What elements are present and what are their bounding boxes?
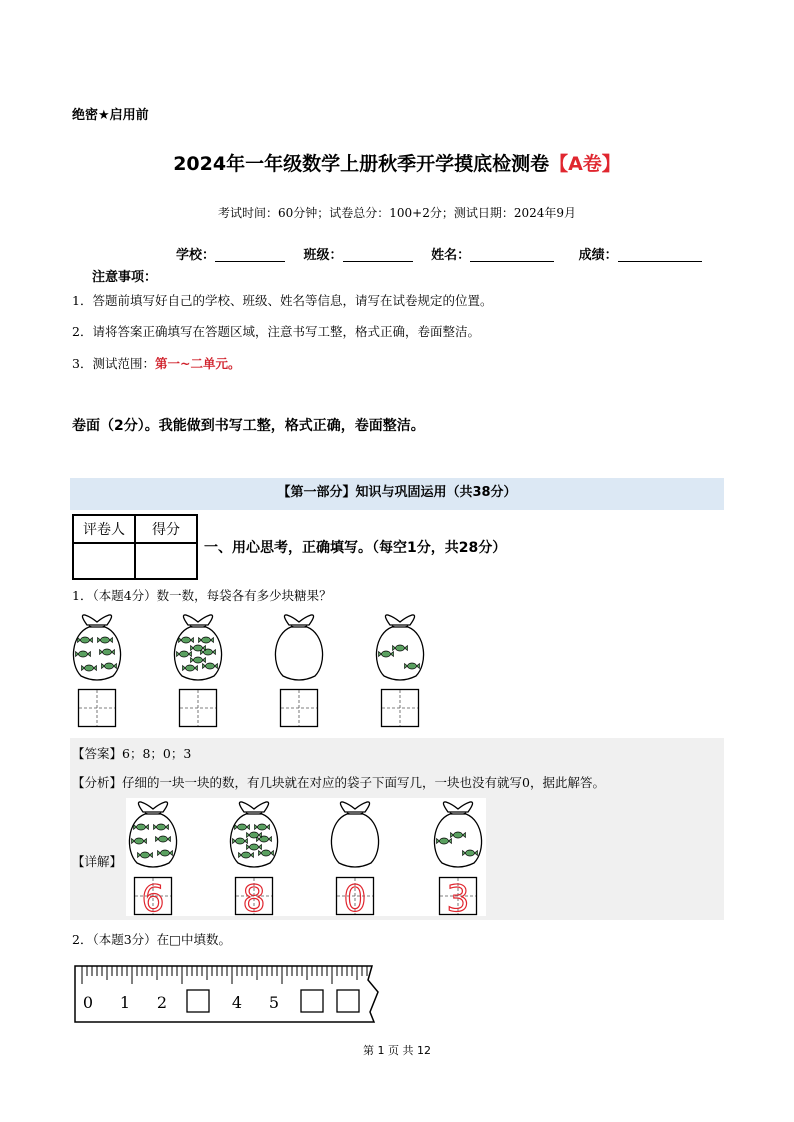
candy-bag <box>224 799 284 871</box>
candy-bag <box>67 612 127 684</box>
candy-bag <box>325 799 385 871</box>
q1-detail-label: 【详解】 <box>72 854 123 869</box>
candy-bag <box>168 612 228 684</box>
candy-bag <box>370 612 430 684</box>
answer-digit: 8 <box>242 878 266 920</box>
class-field[interactable]: 班级： <box>304 244 413 263</box>
tidiness-note: 卷面（2分）。我能做到书写工整，格式正确，卷面整洁。 <box>72 418 425 434</box>
answer-box[interactable] <box>78 689 116 727</box>
page-number: 1 <box>377 1044 385 1057</box>
section1-heading: 一、用心思考，正确填写。（每空1分，共28分） <box>204 540 507 556</box>
notice-heading: 注意事项： <box>92 270 158 285</box>
test-range: 第一~二单元。 <box>154 356 241 371</box>
page-title <box>0 149 794 176</box>
answer-box[interactable] <box>381 689 419 727</box>
answer-box <box>134 877 172 920</box>
q1-answer: 【答案】6；8；0；3 <box>72 746 192 761</box>
ruler-label: 5 <box>268 993 280 1012</box>
name-field[interactable]: 姓名： <box>431 244 554 263</box>
candy-bag <box>269 612 329 684</box>
candy-bag <box>428 799 488 871</box>
total-pages: 12 <box>417 1044 431 1057</box>
notice-item-1: 1．答题前填写好自己的学校、班级、姓名等信息，请写在试卷规定的位置。 <box>72 293 493 308</box>
answer-digit: 3 <box>446 878 470 920</box>
answer-box[interactable] <box>280 689 318 727</box>
answer-box <box>336 877 374 920</box>
fill-in-box[interactable] <box>337 990 359 1012</box>
grade-field[interactable]: 成绩： <box>579 244 702 263</box>
fill-in-box[interactable] <box>187 990 209 1012</box>
answer-box[interactable] <box>179 689 217 727</box>
grader-cell[interactable] <box>73 543 135 579</box>
title-main: 2024年一年级数学上册秋季开学摸底检测卷 <box>173 153 550 175</box>
title-tag: 【A卷】 <box>549 153 621 175</box>
score-header: 得分 <box>135 515 197 543</box>
q1-analysis: 【分析】仔细的一块一块的数，有几块就在对应的袋子下面写几，一块也没有就写0，据此解答。 <box>72 775 605 790</box>
answer-box <box>439 877 477 920</box>
ruler-label: 0 <box>82 993 94 1012</box>
answer-digit: 6 <box>141 878 165 920</box>
notice-item-3: 3．测试范围：第一~二单元。 <box>72 356 241 371</box>
ruler <box>74 962 384 1026</box>
score-table <box>72 514 198 580</box>
candy-bag <box>123 799 183 871</box>
q2-text: 2．（本题3分）在□中填数。 <box>72 932 231 947</box>
page-footer: 第 1 页 共 12 <box>363 1044 431 1057</box>
fill-in-box[interactable] <box>301 990 323 1012</box>
ruler-label: 2 <box>156 993 168 1012</box>
info-fields <box>176 244 702 263</box>
ruler-label: 4 <box>231 993 243 1012</box>
notice-item-2: 2．请将答案正确填写在答题区域，注意书写工整，格式正确，卷面整洁。 <box>72 324 480 339</box>
answer-digit: 0 <box>343 878 367 920</box>
grader-header: 评卷人 <box>73 515 135 543</box>
exam-meta: 考试时间：60分钟；试卷总分：100+2分；测试日期：2024年9月 <box>217 206 577 220</box>
school-field[interactable]: 学校： <box>176 244 285 263</box>
q1-text: 1．（本题4分）数一数，每袋各有多少块糖果？ <box>72 588 332 603</box>
part1-header: 【第一部分】知识与巩固运用（共38分） <box>70 478 724 510</box>
confidential-label: 绝密★启用前 <box>72 108 149 123</box>
score-cell[interactable] <box>135 543 197 579</box>
answer-box <box>235 877 273 920</box>
ruler-label: 1 <box>119 993 131 1012</box>
